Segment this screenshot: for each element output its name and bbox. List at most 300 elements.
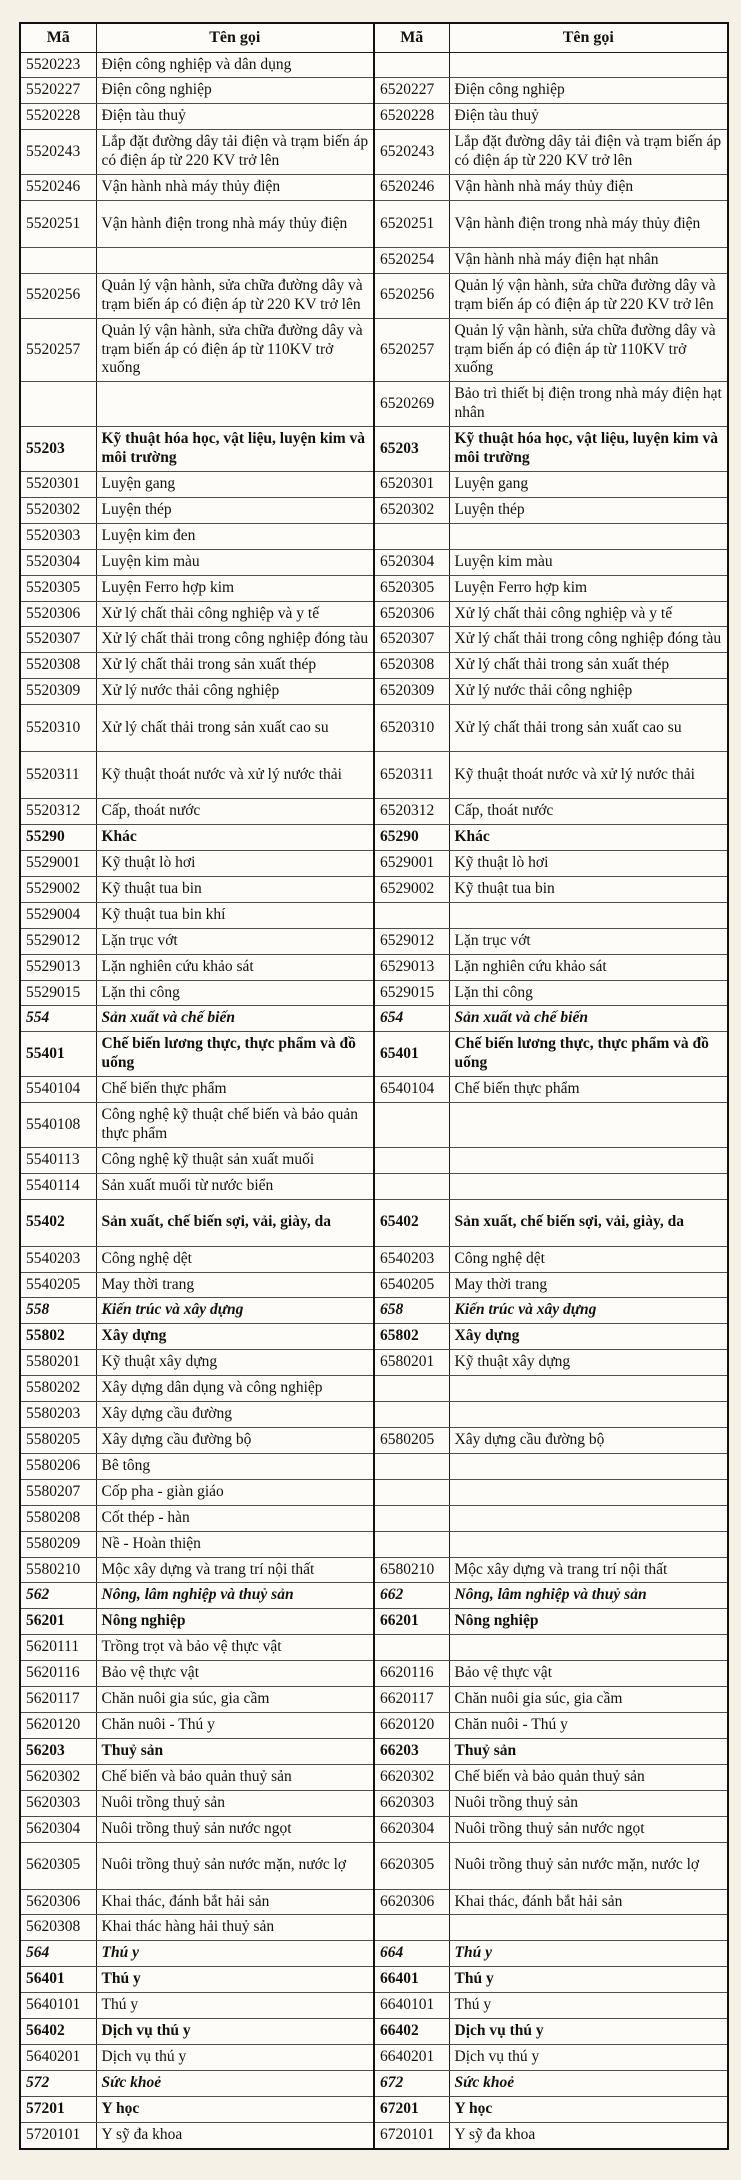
name-cell: Quản lý vận hành, sửa chữa đường dây và trạm biến áp có điện áp từ 220 KV trở lên (96, 273, 374, 318)
code-cell: 5620117 (20, 1687, 96, 1713)
code-cell (374, 1453, 449, 1479)
code-cell: 5520312 (20, 799, 96, 825)
code-cell (374, 1635, 449, 1661)
code-cell: 6520304 (374, 549, 449, 575)
table-row (20, 1842, 728, 1889)
table-row (20, 2096, 728, 2122)
name-cell: Xây dựng cầu đường bộ (96, 1428, 374, 1454)
name-cell (449, 1402, 728, 1428)
name-cell: Xây dựng (449, 1324, 728, 1350)
table-row (20, 1376, 728, 1402)
name-cell: Sức khoẻ (96, 2070, 374, 2096)
code-cell: 6520301 (374, 472, 449, 498)
name-cell: Xử lý chất thải trong sản xuất cao su (449, 705, 728, 752)
code-cell: 6520243 (374, 130, 449, 175)
name-cell: Xử lý chất thải trong sản xuất cao su (96, 705, 374, 752)
name-cell (449, 1531, 728, 1557)
table-body (20, 52, 728, 2149)
code-cell: 6620303 (374, 1790, 449, 1816)
name-cell: Lắp đặt đường dây tải điện và trạm biến áp có điện áp từ 220 KV trở lên (96, 130, 374, 175)
name-cell: Kỹ thuật hóa học, vật liệu, luyện kim và môi trường (96, 427, 374, 472)
name-cell: Quản lý vận hành, sửa chữa đường dây và trạm biến áp có điện áp từ 220 KV trở lên (449, 273, 728, 318)
code-cell: 6520308 (374, 653, 449, 679)
header-name-right: Tên gọi (449, 23, 728, 52)
table-row (20, 850, 728, 876)
code-cell: 6580201 (374, 1350, 449, 1376)
name-cell: Y sỹ đa khoa (449, 2122, 728, 2148)
name-cell: Lắp đặt đường dây tải điện và trạm biến áp có điện áp từ 220 KV trở lên (449, 130, 728, 175)
table-row (20, 1173, 728, 1199)
name-cell: May thời trang (449, 1272, 728, 1298)
code-cell: 6620306 (374, 1889, 449, 1915)
code-cell: 56201 (20, 1609, 96, 1635)
name-cell: Khai thác, đánh bắt hải sản (96, 1889, 374, 1915)
code-cell (374, 1402, 449, 1428)
table-row (20, 1790, 728, 1816)
table-row (20, 318, 728, 382)
code-cell: 572 (20, 2070, 96, 2096)
code-cell: 5520301 (20, 472, 96, 498)
table-row (20, 130, 728, 175)
name-cell: Luyện Ferro hợp kim (449, 575, 728, 601)
name-cell: Kiến trúc và xây dựng (449, 1298, 728, 1324)
code-cell: 6620116 (374, 1661, 449, 1687)
code-cell: 5580201 (20, 1350, 96, 1376)
name-cell: Chăn nuôi gia súc, gia cầm (96, 1687, 374, 1713)
name-cell: Y học (449, 2096, 728, 2122)
code-cell: 5529004 (20, 902, 96, 928)
table-row (20, 247, 728, 273)
name-cell (449, 1635, 728, 1661)
code-cell: 66201 (374, 1609, 449, 1635)
table-row (20, 876, 728, 902)
name-cell: Xử lý chất thải trong sản xuất thép (449, 653, 728, 679)
code-cell (374, 52, 449, 78)
name-cell: Kỹ thuật tua bin khí (96, 902, 374, 928)
name-cell: Y học (96, 2096, 374, 2122)
name-cell (449, 1173, 728, 1199)
name-cell: Xây dựng cầu đường (96, 1402, 374, 1428)
name-cell: Kỹ thuật lò hơi (96, 850, 374, 876)
code-cell: 6520256 (374, 273, 449, 318)
name-cell: Kỹ thuật lò hơi (449, 850, 728, 876)
code-cell: 5520223 (20, 52, 96, 78)
name-cell: Thú y (449, 1941, 728, 1967)
name-cell: Luyện kim màu (96, 549, 374, 575)
code-cell: 6520254 (374, 247, 449, 273)
code-cell: 662 (374, 1583, 449, 1609)
name-cell: Điện công nghiệp (449, 78, 728, 104)
code-cell: 65401 (374, 1032, 449, 1077)
code-cell: 6520306 (374, 601, 449, 627)
code-cell (374, 523, 449, 549)
name-cell: Chăn nuôi - Thú y (449, 1712, 728, 1738)
code-cell: 6520305 (374, 575, 449, 601)
name-cell: Nuôi trồng thuỷ sản nước mặn, nước lợ (96, 1842, 374, 1889)
name-cell (449, 52, 728, 78)
code-cell: 5520303 (20, 523, 96, 549)
code-cell: 6520246 (374, 175, 449, 201)
name-cell: Khác (449, 825, 728, 851)
name-cell: Chế biến và bảo quản thuỷ sản (449, 1764, 728, 1790)
table-row (20, 1583, 728, 1609)
code-cell: 5620303 (20, 1790, 96, 1816)
code-cell: 5580207 (20, 1479, 96, 1505)
code-cell: 5580206 (20, 1453, 96, 1479)
code-cell: 6529012 (374, 928, 449, 954)
name-cell: Điện công nghiệp (96, 78, 374, 104)
table-row (20, 1077, 728, 1103)
code-cell: 5520309 (20, 679, 96, 705)
table-row (20, 1298, 728, 1324)
name-cell: Luyện gang (449, 472, 728, 498)
code-cell (374, 1479, 449, 1505)
name-cell: Xây dựng cầu đường bộ (449, 1428, 728, 1454)
code-cell: 5640201 (20, 2044, 96, 2070)
code-cell: 55401 (20, 1032, 96, 1077)
code-cell (374, 902, 449, 928)
table-row (20, 2019, 728, 2045)
name-cell: Chế biến và bảo quản thuỷ sản (96, 1764, 374, 1790)
name-cell: Sản xuất, chế biến sợi, vải, giày, da (449, 1199, 728, 1246)
name-cell: Lặn thi công (96, 980, 374, 1006)
name-cell: Mộc xây dựng và trang trí nội thất (96, 1557, 374, 1583)
code-cell: 5540113 (20, 1147, 96, 1173)
code-cell: 6529001 (374, 850, 449, 876)
code-cell: 6520251 (374, 200, 449, 247)
code-cell: 5520256 (20, 273, 96, 318)
name-cell: Sản xuất, chế biến sợi, vải, giày, da (96, 1199, 374, 1246)
name-cell (449, 523, 728, 549)
table-row (20, 273, 728, 318)
table-row (20, 52, 728, 78)
table-row (20, 2122, 728, 2148)
table-row (20, 472, 728, 498)
name-cell: Nuôi trồng thuỷ sản (96, 1790, 374, 1816)
name-cell: Điện tàu thuỷ (96, 104, 374, 130)
header-code-left: Mã (20, 23, 96, 52)
code-cell: 672 (374, 2070, 449, 2096)
code-cell: 6520228 (374, 104, 449, 130)
code-cell: 5620116 (20, 1661, 96, 1687)
code-cell: 5540114 (20, 1173, 96, 1199)
name-cell: Cốp pha - giàn giáo (96, 1479, 374, 1505)
name-cell: Điện công nghiệp và dân dụng (96, 52, 374, 78)
code-cell: 554 (20, 1006, 96, 1032)
table-row (20, 549, 728, 575)
code-cell: 5720101 (20, 2122, 96, 2148)
table-row (20, 1032, 728, 1077)
table-row (20, 980, 728, 1006)
table-row (20, 1738, 728, 1764)
code-cell (374, 1173, 449, 1199)
table-row (20, 1006, 728, 1032)
name-cell: Sức khoẻ (449, 2070, 728, 2096)
code-cell: 67201 (374, 2096, 449, 2122)
code-cell: 5520310 (20, 705, 96, 752)
name-cell: Xử lý chất thải trong công nghiệp đóng tàu (96, 627, 374, 653)
code-cell: 6520311 (374, 752, 449, 799)
name-cell: Vận hành nhà máy thủy điện (449, 175, 728, 201)
name-cell: Mộc xây dựng và trang trí nội thất (449, 1557, 728, 1583)
table-row (20, 1993, 728, 2019)
name-cell: Lặn trục vớt (449, 928, 728, 954)
code-cell: 65203 (374, 427, 449, 472)
code-cell: 5529015 (20, 980, 96, 1006)
code-cell: 6540203 (374, 1246, 449, 1272)
table-row (20, 653, 728, 679)
code-cell: 5520246 (20, 175, 96, 201)
code-cell: 654 (374, 1006, 449, 1032)
table-row (20, 1557, 728, 1583)
table-row (20, 1272, 728, 1298)
table-row (20, 902, 728, 928)
code-cell: 6520309 (374, 679, 449, 705)
code-cell: 6540205 (374, 1272, 449, 1298)
name-cell: Nông, lâm nghiệp và thuỷ sản (96, 1583, 374, 1609)
code-cell: 5580208 (20, 1505, 96, 1531)
name-cell: Dịch vụ thú y (96, 2044, 374, 2070)
code-cell: 5540108 (20, 1103, 96, 1148)
code-cell: 5540205 (20, 1272, 96, 1298)
code-cell: 6580210 (374, 1557, 449, 1583)
name-cell: Chăn nuôi gia súc, gia cầm (449, 1687, 728, 1713)
header-code-right: Mã (374, 23, 449, 52)
code-cell: 5640101 (20, 1993, 96, 2019)
table-row (20, 175, 728, 201)
code-cell: 6520269 (374, 382, 449, 427)
name-cell (449, 1103, 728, 1148)
name-cell: Xử lý chất thải trong sản xuất thép (96, 653, 374, 679)
code-cell: 55802 (20, 1324, 96, 1350)
code-cell: 658 (374, 1298, 449, 1324)
table-row (20, 1687, 728, 1713)
code-cell: 5540104 (20, 1077, 96, 1103)
name-cell (449, 1479, 728, 1505)
code-cell: 5620308 (20, 1915, 96, 1941)
table-row (20, 2070, 728, 2096)
code-cell: 5620305 (20, 1842, 96, 1889)
code-cell: 6640201 (374, 2044, 449, 2070)
name-cell: Sản xuất và chế biến (449, 1006, 728, 1032)
code-cell: 56203 (20, 1738, 96, 1764)
name-cell: Chăn nuôi - Thú y (96, 1712, 374, 1738)
name-cell: Dịch vụ thú y (449, 2019, 728, 2045)
table-row (20, 200, 728, 247)
code-cell: 5520306 (20, 601, 96, 627)
name-cell: Cấp, thoát nước (96, 799, 374, 825)
name-cell: Nề - Hoàn thiện (96, 1531, 374, 1557)
code-cell: 558 (20, 1298, 96, 1324)
name-cell: Lặn trục vớt (96, 928, 374, 954)
name-cell (449, 1915, 728, 1941)
name-cell: Nuôi trồng thuỷ sản nước ngọt (449, 1816, 728, 1842)
code-cell: 6520310 (374, 705, 449, 752)
code-cell: 66401 (374, 1967, 449, 1993)
name-cell: Sản xuất muối từ nước biển (96, 1173, 374, 1199)
code-cell: 6620117 (374, 1687, 449, 1713)
table-row (20, 2044, 728, 2070)
table-row (20, 1147, 728, 1173)
name-cell: Chế biến thực phẩm (96, 1077, 374, 1103)
name-cell: Luyện thép (96, 497, 374, 523)
name-cell: Xây dựng dân dụng và công nghiệp (96, 1376, 374, 1402)
name-cell (96, 247, 374, 273)
name-cell: Luyện gang (96, 472, 374, 498)
code-cell: 6540104 (374, 1077, 449, 1103)
code-cell: 5520251 (20, 200, 96, 247)
name-cell: Xử lý chất thải công nghiệp và y tế (449, 601, 728, 627)
table-row (20, 1246, 728, 1272)
name-cell: Xử lý chất thải trong công nghiệp đóng tàu (449, 627, 728, 653)
table-row (20, 627, 728, 653)
name-cell: Luyện Ferro hợp kim (96, 575, 374, 601)
table-row (20, 1816, 728, 1842)
table-row (20, 382, 728, 427)
name-cell: Y sỹ đa khoa (96, 2122, 374, 2148)
table-row (20, 523, 728, 549)
code-cell: 5620304 (20, 1816, 96, 1842)
name-cell: Điện tàu thuỷ (449, 104, 728, 130)
code-cell (374, 1147, 449, 1173)
table-row (20, 928, 728, 954)
name-cell: Thuỷ sản (96, 1738, 374, 1764)
name-cell: Bảo vệ thực vật (96, 1661, 374, 1687)
code-cell: 6620302 (374, 1764, 449, 1790)
name-cell (449, 1147, 728, 1173)
code-cell: 6520302 (374, 497, 449, 523)
name-cell: Lặn nghiên cứu khảo sát (96, 954, 374, 980)
name-cell: Nông nghiệp (96, 1609, 374, 1635)
table-row (20, 1889, 728, 1915)
name-cell: Chế biến lương thực, thực phẩm và đồ uống (449, 1032, 728, 1077)
code-cell: 5620302 (20, 1764, 96, 1790)
name-cell: Sản xuất và chế biến (96, 1006, 374, 1032)
table-row (20, 1967, 728, 1993)
code-cell: 5529002 (20, 876, 96, 902)
name-cell: Kỹ thuật xây dựng (96, 1350, 374, 1376)
name-cell: Nông nghiệp (449, 1609, 728, 1635)
name-cell (449, 1505, 728, 1531)
header-name-left: Tên gọi (96, 23, 374, 52)
code-cell: 66402 (374, 2019, 449, 2045)
code-cell: 5580203 (20, 1402, 96, 1428)
code-cell: 65802 (374, 1324, 449, 1350)
name-cell: Thú y (96, 1967, 374, 1993)
name-cell: Khai thác hàng hải thuỷ sản (96, 1915, 374, 1941)
code-cell: 56402 (20, 2019, 96, 2045)
table-row (20, 601, 728, 627)
code-cell: 5520311 (20, 752, 96, 799)
table-row (20, 78, 728, 104)
code-cell (20, 382, 96, 427)
code-cell: 5620120 (20, 1712, 96, 1738)
name-cell (449, 1453, 728, 1479)
table-row (20, 1453, 728, 1479)
name-cell: Kỹ thuật hóa học, vật liệu, luyện kim và môi trường (449, 427, 728, 472)
name-cell: Lặn nghiên cứu khảo sát (449, 954, 728, 980)
code-cell (374, 1915, 449, 1941)
code-cell: 6580205 (374, 1428, 449, 1454)
code-cell: 5520227 (20, 78, 96, 104)
table-row (20, 679, 728, 705)
code-cell: 5520257 (20, 318, 96, 382)
table-row (20, 1915, 728, 1941)
name-cell: Công nghệ dệt (449, 1246, 728, 1272)
code-cell: 6520227 (374, 78, 449, 104)
name-cell: Bảo vệ thực vật (449, 1661, 728, 1687)
code-cell: 5580210 (20, 1557, 96, 1583)
name-cell: Công nghệ kỹ thuật chế biến và bảo quản thực phẩm (96, 1103, 374, 1148)
table-row (20, 1505, 728, 1531)
code-cell: 6529013 (374, 954, 449, 980)
name-cell: Chế biến lương thực, thực phẩm và đồ uống (96, 1032, 374, 1077)
name-cell: Dịch vụ thú y (449, 2044, 728, 2070)
name-cell: Khác (96, 825, 374, 851)
code-cell: 6720101 (374, 2122, 449, 2148)
name-cell: Quản lý vận hành, sửa chữa đường dây và trạm biến áp có điện áp từ 110KV trở xuống (449, 318, 728, 382)
code-cell: 65402 (374, 1199, 449, 1246)
name-cell: Vận hành nhà máy điện hạt nhân (449, 247, 728, 273)
code-cell: 57201 (20, 2096, 96, 2122)
code-cell: 5520307 (20, 627, 96, 653)
name-cell: Bảo trì thiết bị điện trong nhà máy điện hạt nhân (449, 382, 728, 427)
name-cell: Kỹ thuật thoát nước và xử lý nước thải (449, 752, 728, 799)
code-cell: 6640101 (374, 1993, 449, 2019)
code-cell: 664 (374, 1941, 449, 1967)
name-cell: Nuôi trồng thuỷ sản nước mặn, nước lợ (449, 1842, 728, 1889)
code-cell: 5580209 (20, 1531, 96, 1557)
code-cell (374, 1531, 449, 1557)
code-cell: 5620306 (20, 1889, 96, 1915)
code-cell: 5580202 (20, 1376, 96, 1402)
code-cell (374, 1376, 449, 1402)
table-row (20, 1635, 728, 1661)
table-row (20, 1941, 728, 1967)
code-cell: 6620304 (374, 1816, 449, 1842)
name-cell (449, 902, 728, 928)
code-cell: 5580205 (20, 1428, 96, 1454)
code-cell: 55203 (20, 427, 96, 472)
code-cell (374, 1103, 449, 1148)
table-row (20, 575, 728, 601)
name-cell: Xử lý chất thải công nghiệp và y tế (96, 601, 374, 627)
name-cell: Vận hành nhà máy thủy điện (96, 175, 374, 201)
code-cell: 5520304 (20, 549, 96, 575)
table-row (20, 799, 728, 825)
table-row (20, 825, 728, 851)
table-row (20, 1712, 728, 1738)
table-row (20, 1609, 728, 1635)
code-cell: 5520228 (20, 104, 96, 130)
name-cell: Trồng trọt và bảo vệ thực vật (96, 1635, 374, 1661)
name-cell: Vận hành điện trong nhà máy thủy điện (449, 200, 728, 247)
code-cell: 66203 (374, 1738, 449, 1764)
code-cell: 65290 (374, 825, 449, 851)
name-cell: Khai thác, đánh bắt hải sản (449, 1889, 728, 1915)
name-cell: May thời trang (96, 1272, 374, 1298)
code-cell: 5520243 (20, 130, 96, 175)
name-cell (449, 1376, 728, 1402)
code-cell: 5529001 (20, 850, 96, 876)
table-row (20, 1428, 728, 1454)
code-cell: 6520312 (374, 799, 449, 825)
table-row (20, 1531, 728, 1557)
name-cell (96, 382, 374, 427)
code-cell: 5529013 (20, 954, 96, 980)
code-cell: 6620305 (374, 1842, 449, 1889)
code-cell: 5520302 (20, 497, 96, 523)
